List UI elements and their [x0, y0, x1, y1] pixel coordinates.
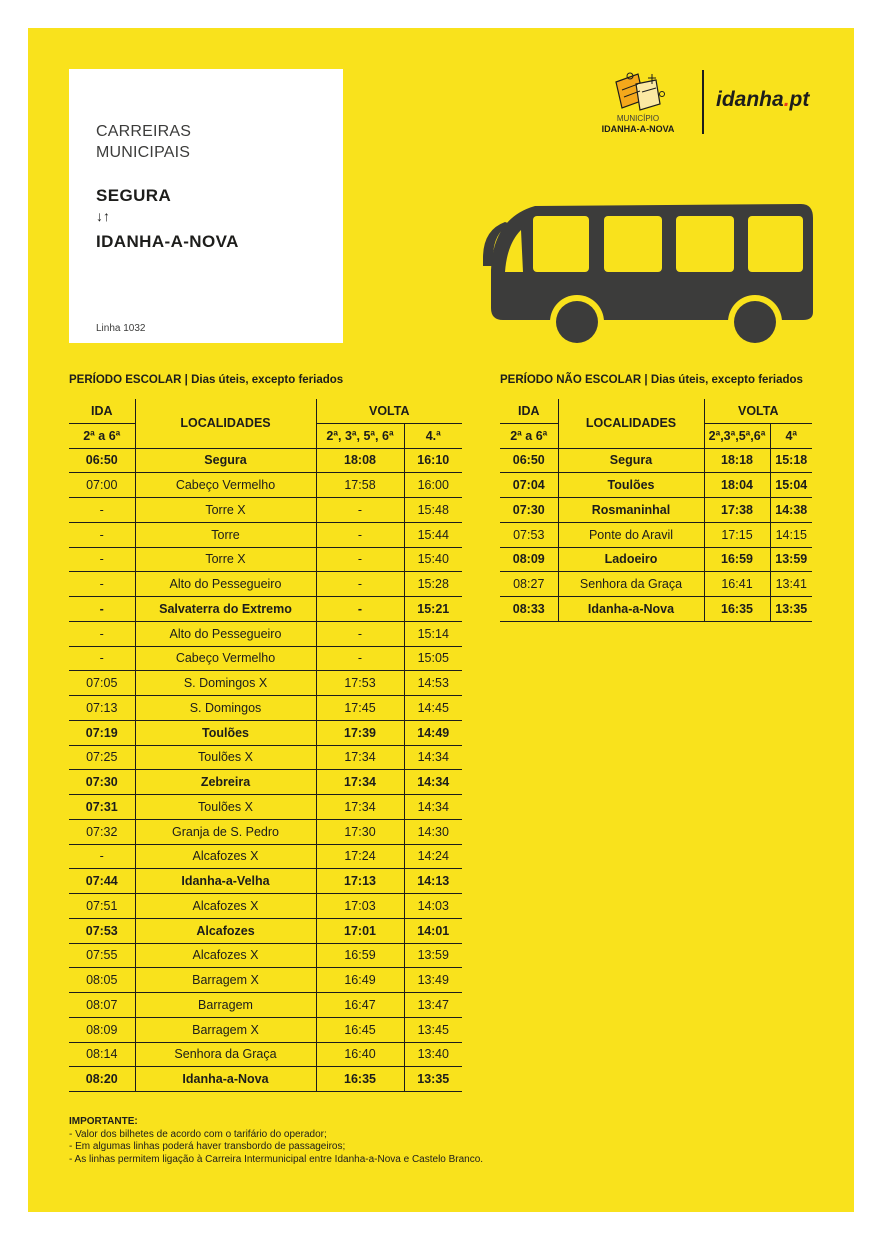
table-row: [69, 968, 462, 993]
localidades-header: LOCALIDADES: [558, 399, 704, 448]
volta-time-cell: 16:40: [316, 1042, 404, 1067]
ida-time-cell: 07:30: [500, 498, 558, 523]
volta-alt-time-cell: 13:49: [404, 968, 462, 993]
volta-alt-time-cell: 15:21: [404, 597, 462, 622]
localidade-cell: Salvaterra do Extremo: [135, 597, 316, 622]
table-row: [69, 522, 462, 547]
volta-alt-time-cell: 16:10: [404, 448, 462, 473]
table-row: [69, 918, 462, 943]
volta-alt-time-cell: 13:40: [404, 1042, 462, 1067]
volta-time-cell: 17:24: [316, 844, 404, 869]
localidade-cell: Idanha-a-Nova: [558, 597, 704, 622]
volta-alt-time-cell: 13:41: [770, 572, 812, 597]
volta-alt-time-cell: 14:01: [404, 918, 462, 943]
ida-time-cell: 07:05: [69, 671, 135, 696]
volta-alt-time-cell: 15:05: [404, 646, 462, 671]
ida-days-header: 2ª a 6ª: [69, 423, 135, 448]
route-arrows: ↓↑: [96, 208, 110, 224]
title-card: [69, 69, 343, 343]
table-row: [500, 572, 812, 597]
ida-time-cell: 07:53: [500, 522, 558, 547]
volta-alt-time-cell: 15:44: [404, 522, 462, 547]
ida-time-cell: 07:30: [69, 770, 135, 795]
volta-time-cell: 17:01: [316, 918, 404, 943]
volta-time-cell: 17:34: [316, 795, 404, 820]
volta-alt-time-cell: 15:14: [404, 621, 462, 646]
volta-time-cell: 16:49: [316, 968, 404, 993]
logo-municipio-label: MUNICÍPIO: [616, 114, 660, 123]
volta-alt-time-cell: 14:45: [404, 696, 462, 721]
volta-time-cell: -: [316, 572, 404, 597]
volta-time-cell: 16:47: [316, 993, 404, 1018]
volta-time-cell: 17:13: [316, 869, 404, 894]
localidades-header: LOCALIDADES: [135, 399, 316, 448]
volta-alt-time-cell: 13:35: [404, 1067, 462, 1092]
localidade-cell: Toulões: [135, 720, 316, 745]
table-row: [69, 646, 462, 671]
localidade-cell: Barragem X: [135, 968, 316, 993]
table-row: [500, 597, 812, 622]
volta-alt-time-cell: 14:30: [404, 819, 462, 844]
localidade-cell: Cabeço Vermelho: [135, 646, 316, 671]
volta-time-cell: 17:30: [316, 819, 404, 844]
important-notes: [69, 1116, 483, 1166]
volta-alt-time-cell: 13:45: [404, 1017, 462, 1042]
volta-header: VOLTA: [704, 399, 812, 423]
table-row: [500, 473, 812, 498]
notes-title: IMPORTANTE:: [69, 1116, 138, 1127]
localidade-cell: Ponte do Aravil: [558, 522, 704, 547]
nonschool-schedule-table: [500, 399, 812, 622]
table-row: [69, 572, 462, 597]
localidade-cell: Rosmaninhal: [558, 498, 704, 523]
localidade-cell: Torre: [135, 522, 316, 547]
ida-time-cell: -: [69, 844, 135, 869]
localidade-cell: Alcafozes X: [135, 894, 316, 919]
table-row: [69, 720, 462, 745]
table-row: [500, 522, 812, 547]
volta-alt-time-cell: 13:35: [770, 597, 812, 622]
table-row: [69, 473, 462, 498]
volta-alt-time-cell: 13:59: [770, 547, 812, 572]
volta-alt-time-cell: 13:47: [404, 993, 462, 1018]
bus-icon: [483, 200, 818, 348]
volta-time-cell: 17:34: [316, 745, 404, 770]
volta-days1-header: 2ª,3ª,5ª,6ª: [704, 423, 770, 448]
site-prefix: idanha: [716, 88, 784, 111]
ida-time-cell: 07:31: [69, 795, 135, 820]
site-suffix: pt: [789, 88, 810, 111]
volta-alt-time-cell: 14:34: [404, 770, 462, 795]
logo-divider: [702, 70, 704, 134]
volta-alt-time-cell: 15:48: [404, 498, 462, 523]
localidade-cell: Torre X: [135, 498, 316, 523]
localidade-cell: Cabeço Vermelho: [135, 473, 316, 498]
volta-time-cell: -: [316, 597, 404, 622]
volta-alt-time-cell: 16:00: [404, 473, 462, 498]
ida-time-cell: 07:04: [500, 473, 558, 498]
table-row: [69, 547, 462, 572]
volta-alt-time-cell: 15:40: [404, 547, 462, 572]
volta-alt-time-cell: 14:34: [404, 795, 462, 820]
note-item: - As linhas permitem ligação à Carreira Intermunicipal entre Idanha-a-Nova e Castelo Branco.: [69, 1153, 484, 1165]
ida-time-cell: 08:09: [69, 1017, 135, 1042]
nonschool-section-title: PERÍODO NÃO ESCOLAR | Dias úteis, excepto feriados: [500, 374, 803, 386]
localidade-cell: Senhora da Graça: [135, 1042, 316, 1067]
volta-alt-time-cell: 13:59: [404, 943, 462, 968]
localidade-cell: Zebreira: [135, 770, 316, 795]
table-row: [500, 498, 812, 523]
ida-time-cell: -: [69, 621, 135, 646]
municipio-logo: [588, 70, 808, 140]
ida-time-cell: 06:50: [500, 448, 558, 473]
volta-time-cell: 17:15: [704, 522, 770, 547]
ida-time-cell: -: [69, 498, 135, 523]
volta-days2-header: 4.ª: [404, 423, 462, 448]
localidade-cell: Toulões: [558, 473, 704, 498]
ida-time-cell: 07:19: [69, 720, 135, 745]
volta-time-cell: 17:39: [316, 720, 404, 745]
volta-time-cell: 16:41: [704, 572, 770, 597]
volta-time-cell: -: [316, 522, 404, 547]
ida-time-cell: -: [69, 597, 135, 622]
ida-time-cell: -: [69, 522, 135, 547]
volta-time-cell: 18:18: [704, 448, 770, 473]
table-row: [500, 448, 812, 473]
volta-time-cell: 16:35: [704, 597, 770, 622]
localidade-cell: Granja de S. Pedro: [135, 819, 316, 844]
volta-time-cell: -: [316, 646, 404, 671]
table-row: [69, 819, 462, 844]
table-row: [69, 1042, 462, 1067]
table-row: [69, 844, 462, 869]
ida-time-cell: -: [69, 646, 135, 671]
volta-time-cell: 17:45: [316, 696, 404, 721]
localidade-cell: Barragem X: [135, 1017, 316, 1042]
ida-time-cell: 07:32: [69, 819, 135, 844]
ida-time-cell: 08:33: [500, 597, 558, 622]
ida-time-cell: 07:25: [69, 745, 135, 770]
localidade-cell: Alto do Pessegueiro: [135, 621, 316, 646]
table-row: [69, 621, 462, 646]
ida-time-cell: 07:53: [69, 918, 135, 943]
route-origin: SEGURA: [96, 186, 172, 205]
ida-time-cell: 08:27: [500, 572, 558, 597]
volta-time-cell: -: [316, 621, 404, 646]
volta-time-cell: -: [316, 547, 404, 572]
ida-time-cell: 08:07: [69, 993, 135, 1018]
note-item: - Em algumas linhas poderá haver transbordo de passageiros;: [69, 1141, 346, 1152]
ida-time-cell: 07:13: [69, 696, 135, 721]
line-number: Linha 1032: [96, 323, 146, 334]
note-item: - Valor dos bilhetes de acordo com o tarifário do operador;: [69, 1128, 327, 1140]
localidade-cell: Torre X: [135, 547, 316, 572]
localidade-cell: Alcafozes: [135, 918, 316, 943]
volta-time-cell: 16:35: [316, 1067, 404, 1092]
localidade-cell: S. Domingos: [135, 696, 316, 721]
volta-alt-time-cell: 14:38: [770, 498, 812, 523]
table-row: [69, 498, 462, 523]
table-row: [69, 894, 462, 919]
table-row: [69, 993, 462, 1018]
localidade-cell: Alto do Pessegueiro: [135, 572, 316, 597]
ida-time-cell: 07:51: [69, 894, 135, 919]
logo-name: IDANHA-A-NOVA: [601, 124, 675, 134]
table-row: [69, 448, 462, 473]
volta-time-cell: 16:45: [316, 1017, 404, 1042]
volta-time-cell: 18:08: [316, 448, 404, 473]
volta-time-cell: 17:03: [316, 894, 404, 919]
ida-header: IDA: [69, 399, 135, 423]
localidade-cell: Senhora da Graça: [558, 572, 704, 597]
title-line-2: MUNICIPAIS: [96, 144, 191, 161]
localidade-cell: Idanha-a-Velha: [135, 869, 316, 894]
table-row: [69, 597, 462, 622]
table-row: [500, 547, 812, 572]
website-link[interactable]: [716, 88, 809, 112]
volta-days2-header: 4ª: [770, 423, 812, 448]
volta-alt-time-cell: 14:24: [404, 844, 462, 869]
localidade-cell: Segura: [558, 448, 704, 473]
localidade-cell: Segura: [135, 448, 316, 473]
table-row: [69, 795, 462, 820]
localidade-cell: S. Domingos X: [135, 671, 316, 696]
localidade-cell: Alcafozes X: [135, 844, 316, 869]
school-section-title: PERÍODO ESCOLAR | Dias úteis, excepto feriados: [69, 374, 344, 386]
ida-days-header: 2ª a 6ª: [500, 423, 558, 448]
localidade-cell: Barragem: [135, 993, 316, 1018]
localidade-cell: Idanha-a-Nova: [135, 1067, 316, 1092]
municipio-emblem-icon: [608, 70, 666, 116]
volta-alt-time-cell: 15:18: [770, 448, 812, 473]
ida-time-cell: 06:50: [69, 448, 135, 473]
ida-time-cell: -: [69, 547, 135, 572]
title-line-1: CARREIRAS: [96, 123, 192, 140]
ida-time-cell: 08:20: [69, 1067, 135, 1092]
volta-alt-time-cell: 14:03: [404, 894, 462, 919]
ida-time-cell: 07:00: [69, 473, 135, 498]
volta-time-cell: 16:59: [704, 547, 770, 572]
volta-alt-time-cell: 15:04: [770, 473, 812, 498]
volta-alt-time-cell: 14:53: [404, 671, 462, 696]
ida-time-cell: 08:09: [500, 547, 558, 572]
volta-alt-time-cell: 14:34: [404, 745, 462, 770]
table-row: [69, 943, 462, 968]
localidade-cell: Toulões X: [135, 745, 316, 770]
volta-alt-time-cell: 14:15: [770, 522, 812, 547]
ida-time-cell: 07:55: [69, 943, 135, 968]
volta-time-cell: 17:53: [316, 671, 404, 696]
table-row: [69, 671, 462, 696]
volta-time-cell: 17:38: [704, 498, 770, 523]
localidade-cell: Toulões X: [135, 795, 316, 820]
volta-alt-time-cell: 15:28: [404, 572, 462, 597]
ida-time-cell: 08:05: [69, 968, 135, 993]
volta-alt-time-cell: 14:13: [404, 869, 462, 894]
route-destination: IDANHA-A-NOVA: [96, 232, 239, 251]
volta-time-cell: 16:59: [316, 943, 404, 968]
ida-header: IDA: [500, 399, 558, 423]
localidade-cell: Ladoeiro: [558, 547, 704, 572]
volta-time-cell: 17:34: [316, 770, 404, 795]
volta-days1-header: 2ª, 3ª, 5ª, 6ª: [316, 423, 404, 448]
school-schedule-table: [69, 399, 462, 1092]
table-row: [69, 869, 462, 894]
ida-time-cell: 08:14: [69, 1042, 135, 1067]
site-dot: .: [783, 88, 790, 111]
table-row: [69, 1017, 462, 1042]
localidade-cell: Alcafozes X: [135, 943, 316, 968]
ida-time-cell: 07:44: [69, 869, 135, 894]
volta-time-cell: 17:58: [316, 473, 404, 498]
volta-alt-time-cell: 14:49: [404, 720, 462, 745]
volta-header: VOLTA: [316, 399, 462, 423]
table-row: [69, 745, 462, 770]
volta-time-cell: 18:04: [704, 473, 770, 498]
volta-time-cell: -: [316, 498, 404, 523]
poster: [28, 28, 854, 1212]
table-row: [69, 1067, 462, 1092]
table-row: [69, 696, 462, 721]
table-row: [69, 770, 462, 795]
ida-time-cell: -: [69, 572, 135, 597]
